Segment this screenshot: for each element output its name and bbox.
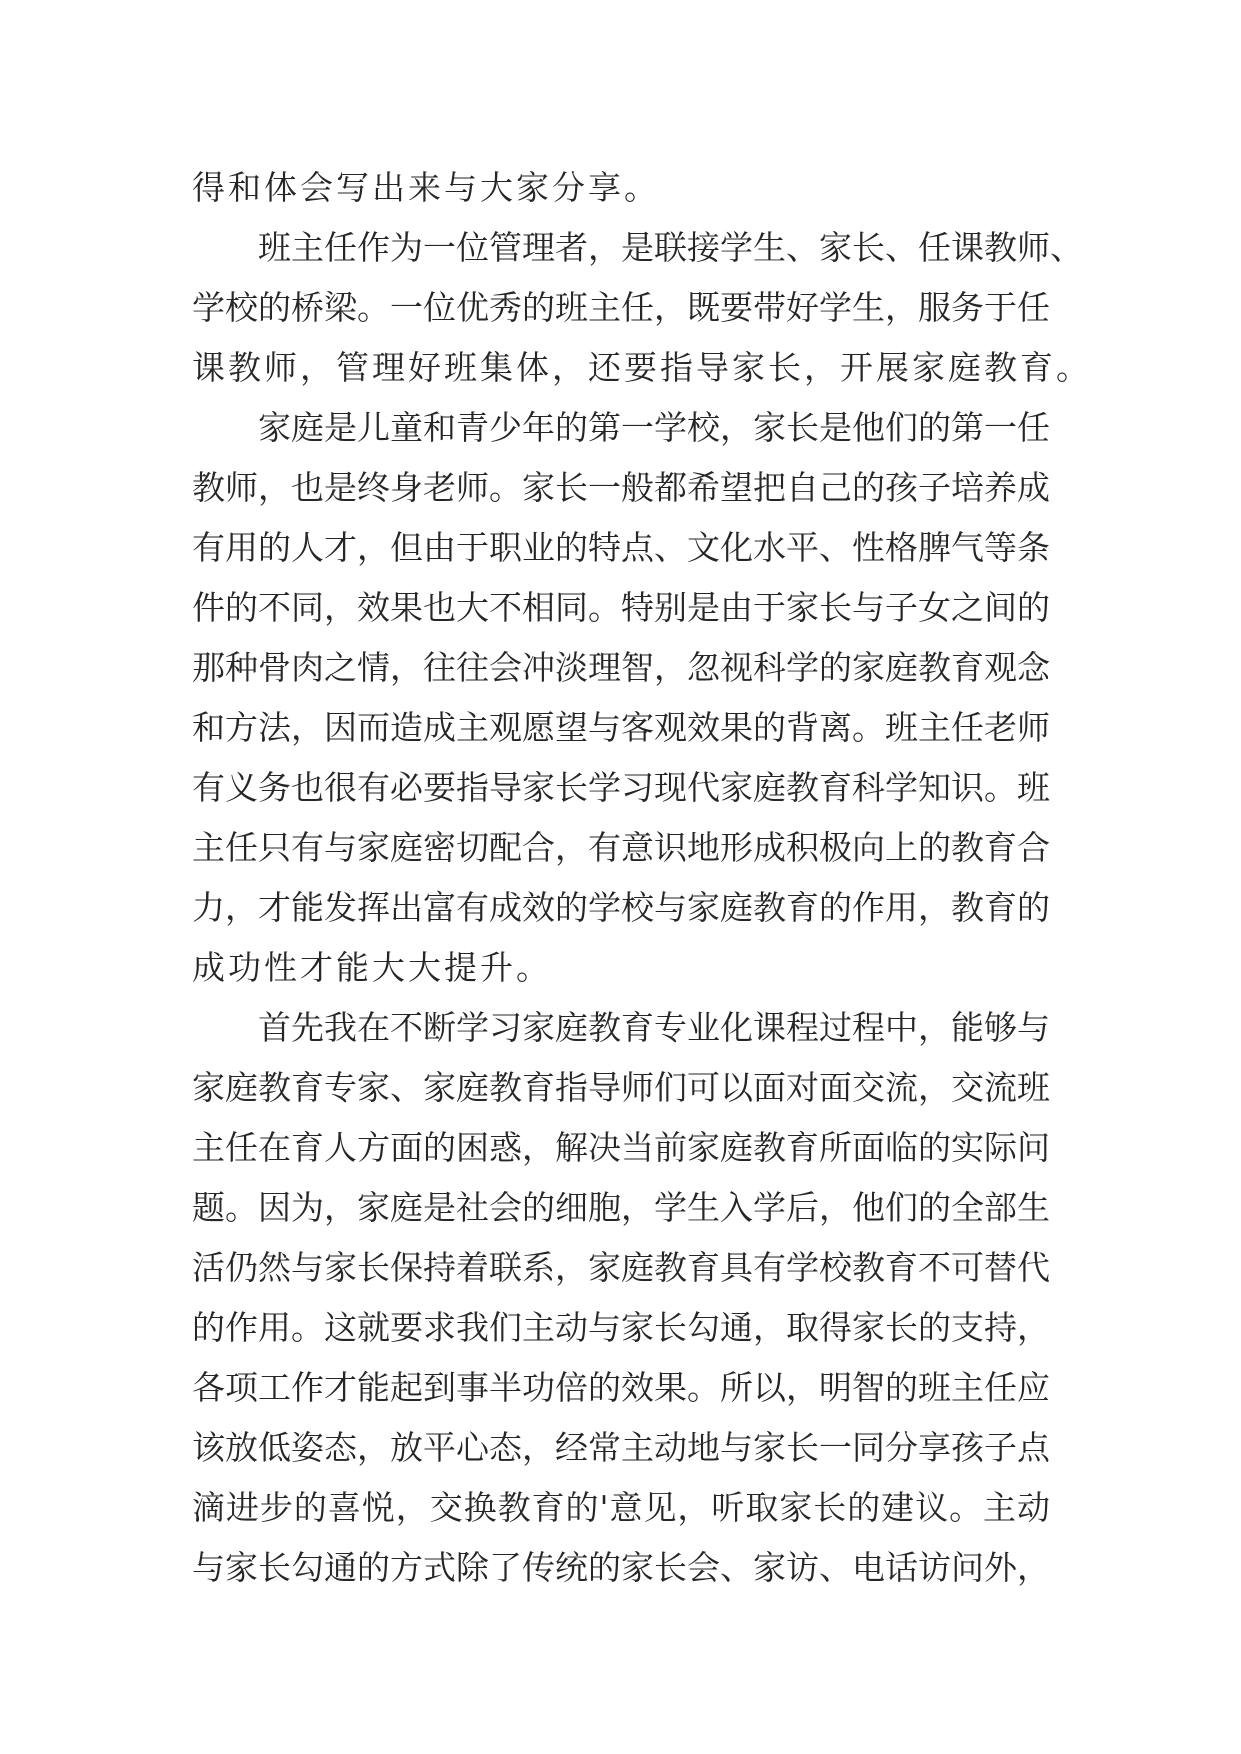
text-line: 成功性才能大大提升。 xyxy=(192,948,552,987)
text-line: 那种骨肉之情，往往会冲淡理智，忽视科学的家庭教育观念 xyxy=(192,648,1050,687)
text-line: 力，才能发挥出富有成效的学校与家庭教育的作用，教育的 xyxy=(192,888,1050,927)
text-line: 该放低姿态，放平心态，经常主动地与家长一同分享孩子点 xyxy=(192,1428,1050,1467)
text-line: 学校的桥梁。一位优秀的班主任，既要带好学生，服务于任 xyxy=(192,288,1050,327)
text-line: 各项工作才能起到事半功倍的效果。所以，明智的班主任应 xyxy=(192,1368,1050,1407)
text-line: 的作用。这就要求我们主动与家长勾通，取得家长的支持， xyxy=(192,1308,1050,1347)
text-line: 主任在育人方面的困惑，解决当前家庭教育所面临的实际问 xyxy=(192,1128,1050,1167)
text-line: 教师，也是终身老师。家长一般都希望把自己的孩子培养成 xyxy=(192,468,1050,507)
text-line: 题。因为，家庭是社会的细胞，学生入学后，他们的全部生 xyxy=(192,1188,1050,1227)
text-line: 与家长勾通的方式除了传统的家长会、家访、电话访问外， xyxy=(192,1548,1050,1587)
text-line: 和方法，因而造成主观愿望与客观效果的背离。班主任老师 xyxy=(192,708,1050,747)
text-line: 家庭是儿童和青少年的第一学校，家长是他们的第一任 xyxy=(258,408,1050,447)
text-line: 主任只有与家庭密切配合，有意识地形成积极向上的教育合 xyxy=(192,828,1050,867)
text-line: 得和体会写出来与大家分享。 xyxy=(192,168,660,207)
text-line: 课教师，管理好班集体，还要指导家长，开展家庭教育。 xyxy=(192,348,1092,387)
body-text xyxy=(192,158,1092,1598)
text-line: 件的不同，效果也大不相同。特别是由于家长与子女之间的 xyxy=(192,588,1050,627)
text-line: 滴进步的喜悦，交换教育的'意见，听取家长的建议。主动 xyxy=(192,1488,1050,1527)
text-line: 首先我在不断学习家庭教育专业化课程过程中，能够与 xyxy=(258,1008,1050,1047)
text-line: 有用的人才，但由于职业的特点、文化水平、性格脾气等条 xyxy=(192,528,1050,567)
text-line: 活仍然与家长保持着联系，家庭教育具有学校教育不可替代 xyxy=(192,1248,1050,1287)
text-line: 家庭教育专家、家庭教育指导师们可以面对面交流，交流班 xyxy=(192,1068,1050,1107)
text-line: 有义务也很有必要指导家长学习现代家庭教育科学知识。班 xyxy=(192,768,1050,807)
text-line: 班主任作为一位管理者，是联接学生、家长、任课教师、 xyxy=(258,228,1083,267)
